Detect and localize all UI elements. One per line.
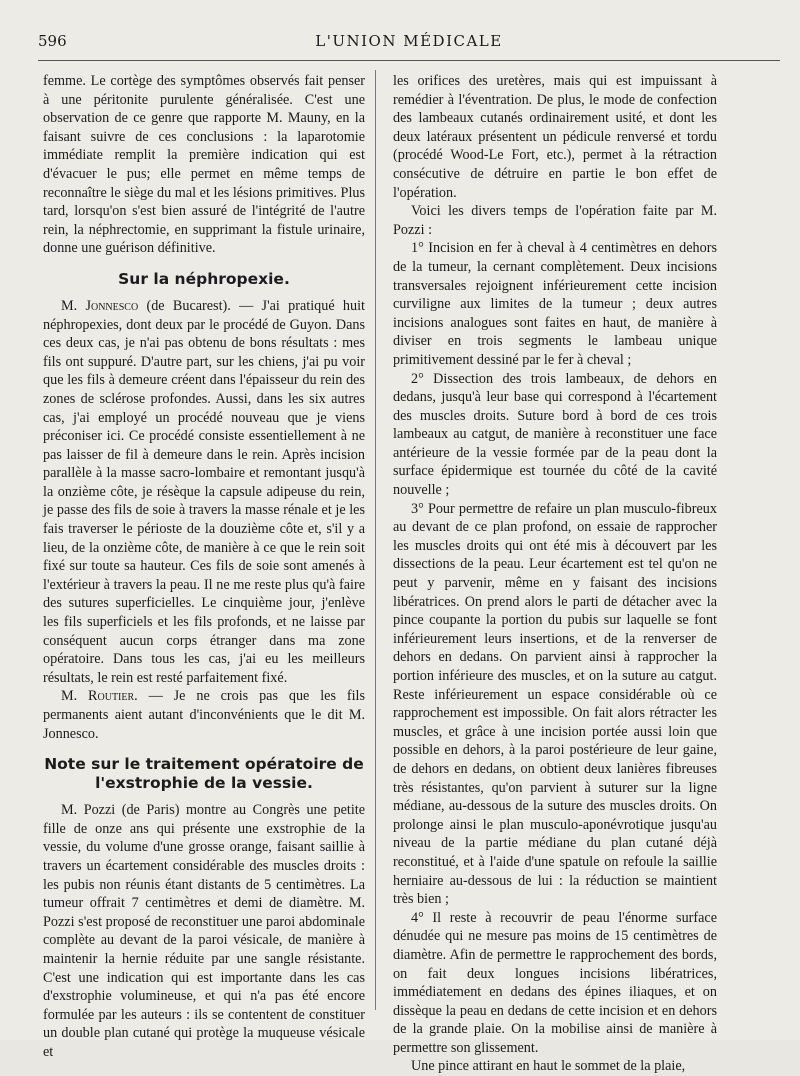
speaker-prefix: M.: [61, 297, 86, 314]
speaker-prefix: M.: [61, 688, 89, 705]
running-title: L'UNION MÉDICALE: [315, 32, 503, 50]
page-header: [38, 30, 780, 56]
paragraph-step-1: 1° Incision en fer à cheval à 4 centimètres en dehors de la tumeur, la cernant complètement. Deux incisions transversales rejoignent inférieurement cette incision curviligne aux limites de la tumeur ; deux autres incisions analogues sont faites en haut, de manière à diviser en trois segments le lambeau unique primitivement dessiné par le fer à cheval ;: [393, 240, 717, 368]
header-rule: [38, 60, 780, 61]
speaker-name-jonnesco: Jonnesco: [85, 297, 139, 314]
page-number: 596: [38, 32, 67, 50]
paragraph-routier-text: . — Je ne crois pas que les fils permanents aient autant d'inconvénients que le dit M. Jonnesco.: [43, 688, 365, 742]
paragraph-pozzi: M. Pozzi (de Paris) montre au Congrès une petite fille de onze ans qui présente une exstrophie de la vessie, du volume d'une grosse orange, faisant saillie à travers un écartement considérable des muscles droits : les pubis non réunis étant distants de 5 centimètres. La tumeur offrait 7 centimètres et demi de diamètre. M. Pozzi s'est proposé de reconstituer une paroi abdominale complète au devant de la paroi vésicale, de manière à maintenir la hernie réduite par une sangle résistante. C'est une indication qui est importante dans les cas d'exstrophie volumineuse, et qui n'a pas été encore formulée par les auteurs : ils se contentent de constituer un double plan cutané qui protège la muqueuse vésicale et: [43, 802, 365, 1060]
paragraph-jonnesco: [43, 297, 365, 687]
paragraph-jonnesco-text: (de Bucarest). — J'ai pratiqué huit néphropexies, dont deux par le procédé de Guyon. Dans ces deux cas, je n'ai pas obtenu de bons résultats : mes fils ont suppuré. D'autre part, sur les chiens, j'ai pu voir que les fils à demeure créent dans l'épaisseur du rein des zones de sclérose profondes. Aussi, dans les six autres cas, j'ai employé un procédé nouveau que je viens préconiser ici. Ce procédé consiste essentiellement à ne pas laisser de fil à demeure dans le rein. Après incision parallèle à la masse sacro-lombaire et remontant jusqu'à la onzième côte, je résèque la capsule adipeuse du rein, je passe des fils de soie à travers la masse rénale et je les fais traverser le périoste de la douzième côte et, s'il y a lieu, de la onzième côte, de manière à ce que le rein soit fixé sur toute sa hauteur. Ces fils de soie sont amenés à l'extérieur à travers la peau. Il ne me reste plus qu'à faire des sutures superficielles. Le cinquième jour, j'enlève les fils superficiels et les fils profonds, et ne laisse par conséquent aucun corps étranger dans ma zone opératoire. Dans tous les cas, j'ai eu les meilleurs résultats, le rein est resté parfaitement fixé.: [43, 297, 365, 686]
right-column: [393, 72, 717, 1076]
heading-nephropexie: Sur la néphropexie.: [118, 269, 290, 288]
heading-exstrophie: Note sur le traitement opératoire de l'exstrophie de la vessie.: [44, 755, 364, 793]
paragraph-step-4: 4° Il reste à recouvrir de peau l'énorme surface dénudée qui ne mesure pas moins de 15 centimètres de diamètre. Afin de permettre le rapprochement des bords, on fait deux longues incisions libératrices, immédiatement en dedans des épines iliaques, et on dissèque la peau en dedans de cette incision et en dehors de la grande plaie. On la mobilise ainsi de manière à permettre son glissement.: [393, 909, 717, 1056]
paragraph-continuation: les orifices des uretères, mais qui est impuissant à remédier à l'éventration. De plus, le mode de confection des lambeaux cutanés ordinairement usité, et dont les deux latéraux présentent un pédicule renversé et tordu (procédé Wood-Le Fort, etc.), permet à la rétraction consécutive de détruire en partie le bon effet de l'opération.: [393, 73, 717, 201]
paragraph-operation-intro: Voici les divers temps de l'opération faite par M. Pozzi :: [393, 203, 717, 238]
paragraph-final-line: Une pince attirant en haut le sommet de la plaie,: [411, 1058, 686, 1075]
paragraph-routier: [43, 687, 365, 743]
speaker-name-routier: Routier: [88, 688, 135, 705]
paragraph-peritonitis: femme. Le cortège des symptômes observés fait penser à une péritonite purulente généralisée. C'est une observation de ce genre que rapporte M. Mauny, en la faisant suivre de ces conclusions : la laparotomie immédiate remplit la première indication qui est d'évacuer le pus; elle permet en même temps de reconnaître le siège du mal et les lésions primitives. Plus tard, lorsqu'on s'est bien assuré de l'intégrité de l'autre rein, la néphrectomie, en supprimant la fistule urinaire, donne une guérison définitive.: [43, 73, 365, 257]
left-column: [43, 72, 365, 1062]
paragraph-step-3: 3° Pour permettre de refaire un plan musculo-fibreux au devant de ce plan profond, on essaie de rapprocher les muscles droits qui ont été mis à découvert par les dissections de la peau. Leur écartement est tel qu'on ne peut y parvenir, même en y faisant des incisions libératrices. On prend alors le parti de détacher avec la pince coupante la portion du pubis sur laquelle se font inférieurement leurs insertions, et de la renverser de dehors en dedans. On parvient ainsi à rapprocher la portion inférieure des muscles, et on la suture au catgut. Reste inférieurement un espace considérable où ce rapprochement est impossible. On fait alors rétracter les muscles, et grâce à une incision portée aussi loin que possible en dehors, à la paroi postérieure de leur gaine, de dehors en dedans, on obtient deux lanières fibreuses très résistantes, qu'on parvient à suturer sur la ligne médiane, au-dessous de la suture des muscles droits. On prolonge ainsi le plan musculo-aponévrotique jusqu'au niveau de la partie médiane du plan cutané déjà reconstitué, et à l'aide d'une spatule on refoule la saillie herniaire au-dessous de lui : la réduction se maintient très bien ;: [393, 500, 717, 908]
paragraph-step-2: 2° Dissection des trois lambeaux, de dehors en dedans, jusqu'à leur base qui correspond à l'écartement des muscles droits. Suture bord à bord de ces trois lambeaux au catgut, de manière à reconstituer une face antérieure de la vessie formée par de la peau dont la surface épidermique est tournée du côté de la cavité nouvelle ;: [393, 370, 717, 499]
column-divider: [375, 70, 376, 1010]
